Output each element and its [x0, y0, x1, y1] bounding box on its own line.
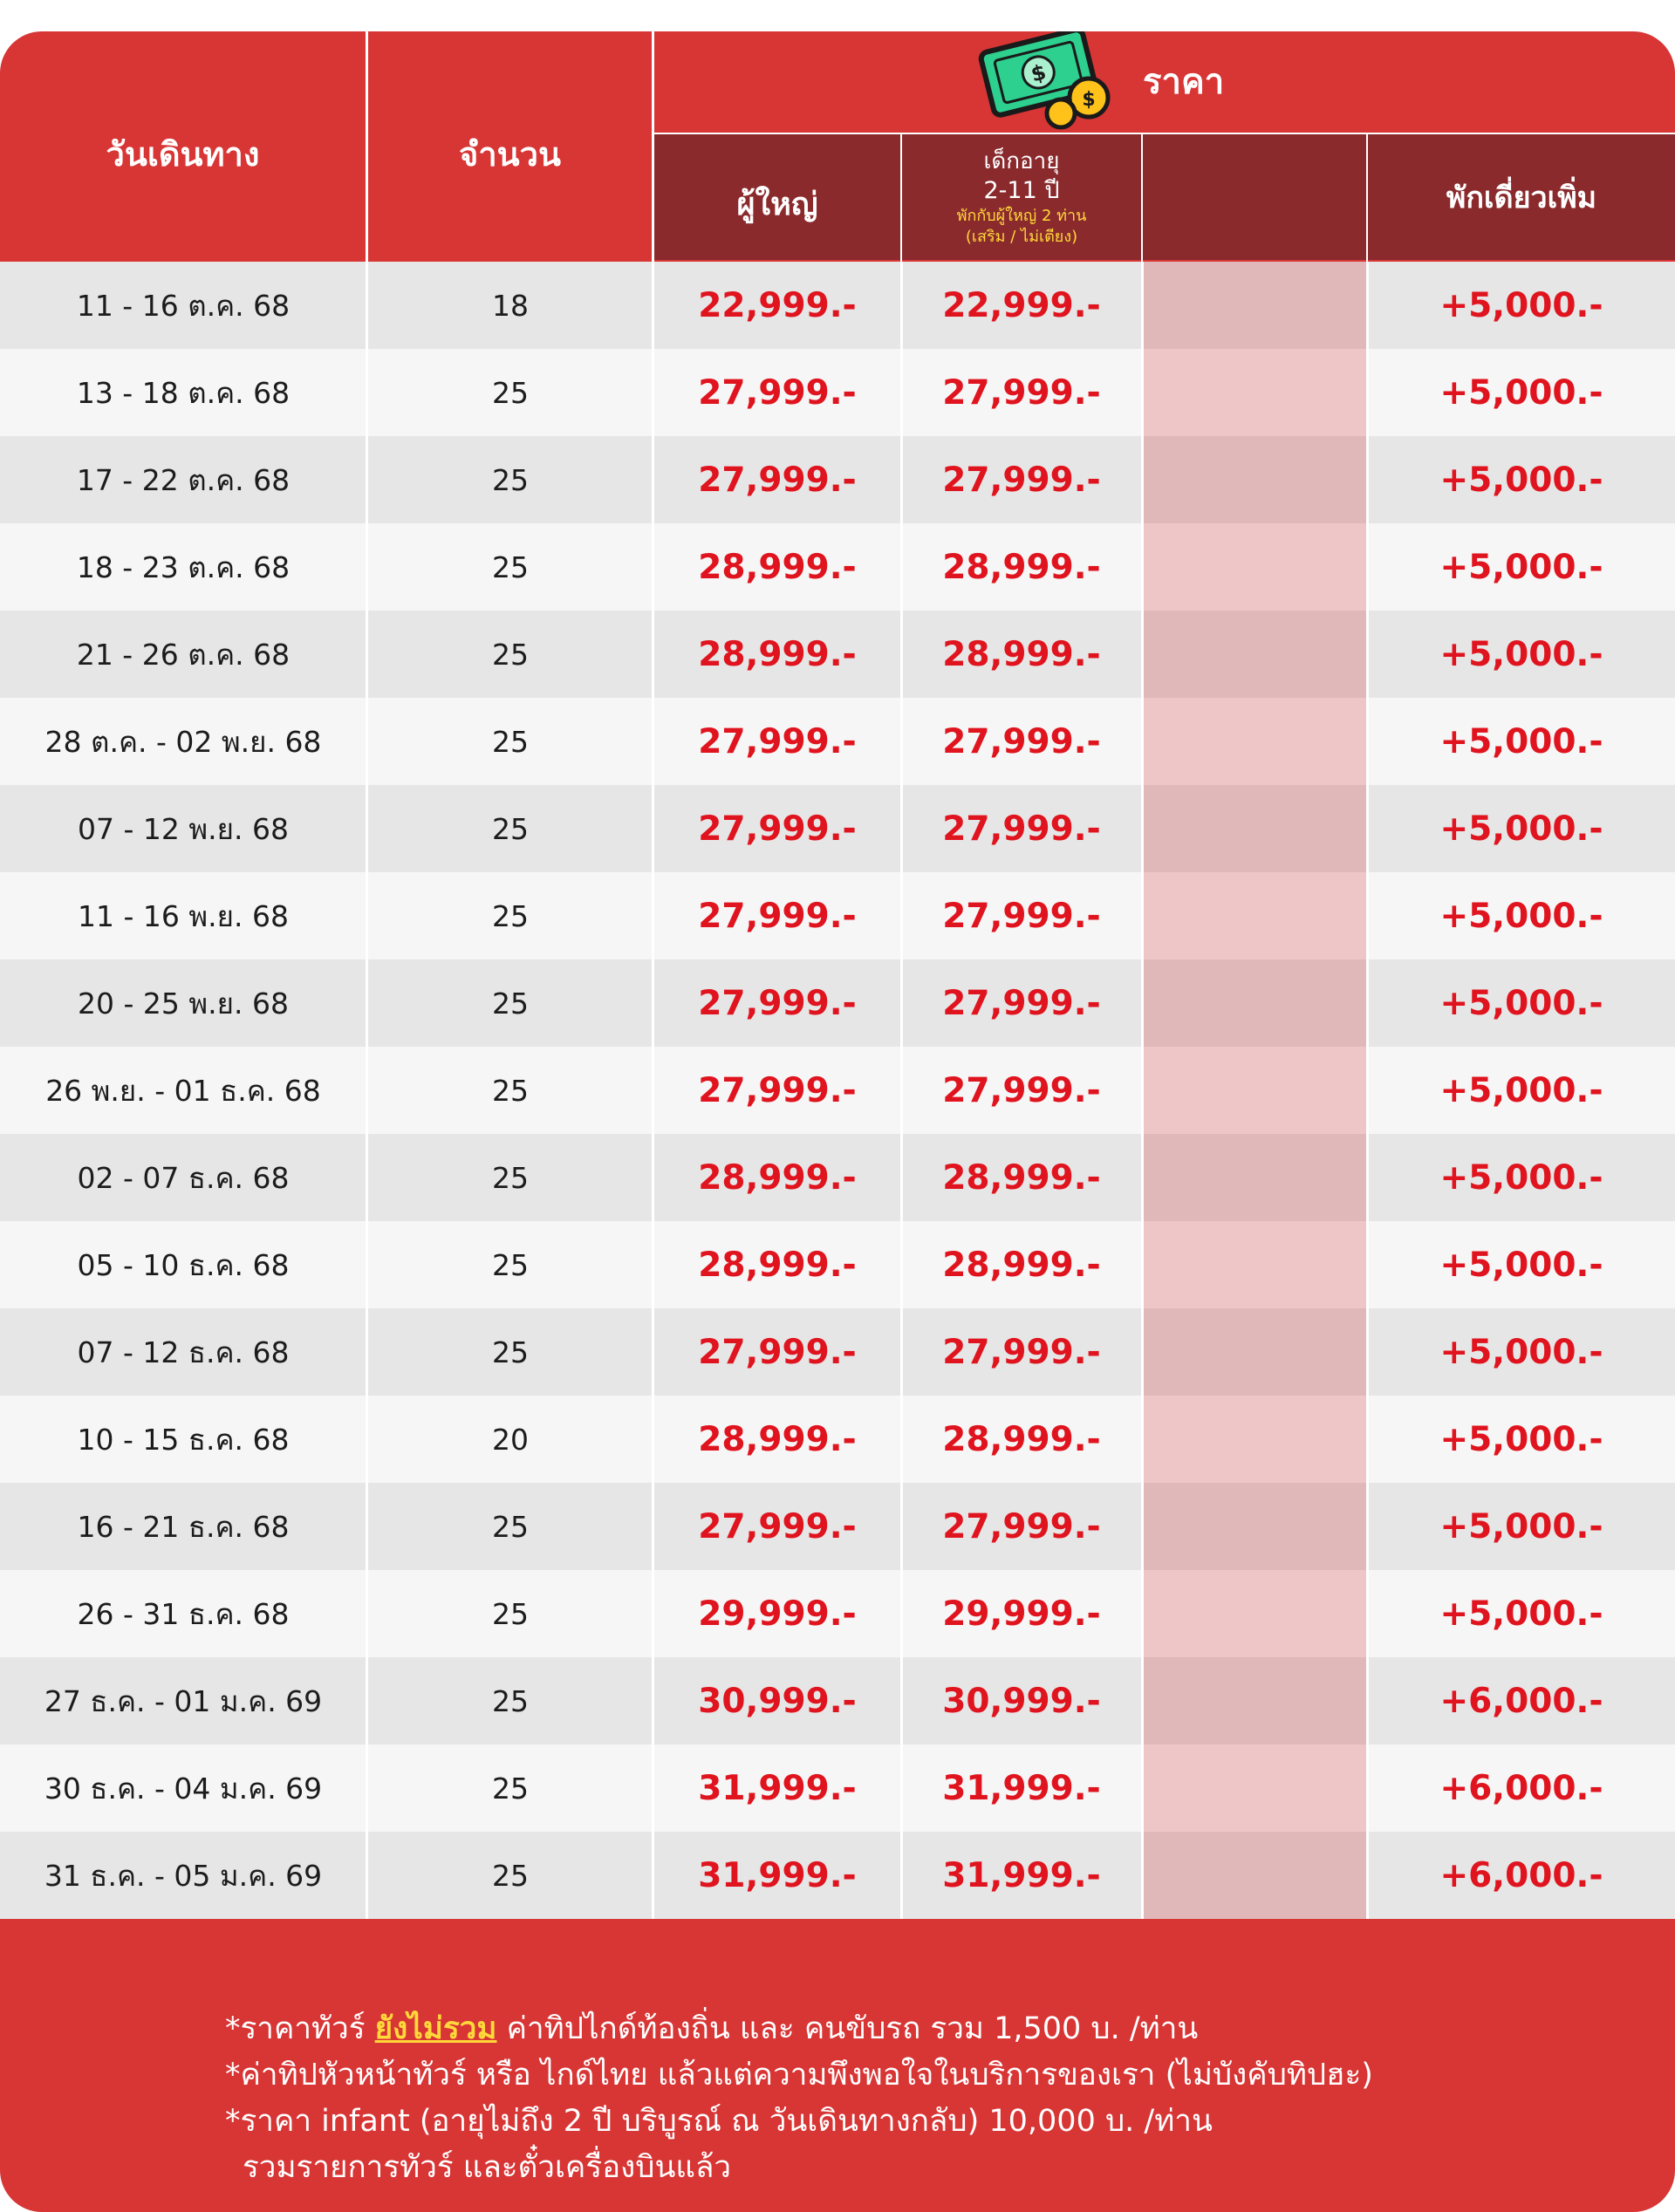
column-divider: [366, 523, 368, 611]
header-adult: ผู้ใหญ่: [736, 186, 818, 222]
date-cell: 26 - 31 ธ.ค. 68: [77, 1596, 290, 1631]
date-cell: 31 ธ.ค. - 05 ม.ค. 69: [44, 1858, 323, 1893]
adult-price-cell: 27,999.-: [698, 809, 857, 849]
single-supplement-cell: +5,000.-: [1439, 547, 1603, 587]
column-divider: [1141, 1221, 1144, 1308]
date-cell: 05 - 10 ธ.ค. 68: [77, 1247, 290, 1282]
child-price-cell: 28,999.-: [942, 1419, 1101, 1459]
adult-price-cell: 28,999.-: [698, 1157, 857, 1198]
table-row: [0, 523, 1675, 611]
header-child-note1: พักกับผู้ใหญ่ 2 ท่าน: [956, 207, 1087, 225]
column-divider: [652, 523, 654, 611]
header-date: วันเดินทาง: [106, 134, 260, 174]
header-child-line1: เด็กอายุ: [983, 148, 1060, 174]
column-divider: [652, 1483, 654, 1570]
single-supplement-cell: +5,000.-: [1439, 1419, 1603, 1459]
adult-price-cell: 28,999.-: [698, 1419, 857, 1459]
empty-cell: [1143, 1221, 1366, 1308]
column-divider: [1141, 523, 1144, 611]
column-divider: [366, 872, 368, 959]
column-divider: [366, 698, 368, 785]
note-line-2: *ค่าทิปหัวหน้าทัวร์ หรือ ไกด์ไทย แล้วแต่ความพึงพอใจในบริการของเรา (ไม่บังคับทิปฮะ): [225, 2058, 1373, 2093]
column-divider: [652, 1308, 654, 1396]
quantity-cell: 18: [492, 288, 529, 323]
column-divider: [366, 1396, 368, 1483]
child-price-cell: 27,999.-: [942, 809, 1101, 849]
table-row: [0, 1396, 1675, 1483]
date-cell: 17 - 22 ต.ค. 68: [76, 462, 291, 497]
child-price-cell: 28,999.-: [942, 547, 1101, 587]
child-price-cell: 28,999.-: [942, 1157, 1101, 1198]
child-price-cell: 31,999.-: [942, 1768, 1101, 1808]
child-price-cell: 27,999.-: [942, 1506, 1101, 1546]
column-divider: [366, 1047, 368, 1134]
column-divider: [366, 1221, 368, 1308]
column-divider: [1366, 698, 1369, 785]
quantity-cell: 25: [492, 811, 529, 846]
column-divider: [1141, 349, 1144, 436]
adult-price-cell: 31,999.-: [698, 1855, 857, 1895]
date-cell: 13 - 18 ต.ค. 68: [76, 375, 291, 410]
column-divider: [900, 1221, 903, 1308]
footer-notes: [0, 1950, 1675, 2212]
single-supplement-cell: +5,000.-: [1439, 1245, 1603, 1285]
column-divider: [652, 785, 654, 872]
column-divider: [1141, 1396, 1144, 1483]
column-divider: [652, 1134, 654, 1221]
column-divider: [900, 611, 903, 698]
single-supplement-cell: +5,000.-: [1439, 1157, 1603, 1198]
empty-cell: [1143, 1134, 1366, 1221]
table-row: [0, 698, 1675, 785]
column-divider: [1366, 1396, 1369, 1483]
date-cell: 30 ธ.ค. - 04 ม.ค. 69: [44, 1771, 323, 1806]
child-price-cell: 27,999.-: [942, 1070, 1101, 1110]
quantity-cell: 25: [492, 986, 529, 1021]
column-divider: [366, 262, 368, 349]
column-divider: [900, 698, 903, 785]
column-divider: [1366, 872, 1369, 959]
column-divider: [900, 872, 903, 959]
quantity-cell: 25: [492, 1335, 529, 1369]
table-row: [0, 611, 1675, 698]
empty-cell: [1143, 436, 1366, 523]
column-divider: [1366, 785, 1369, 872]
table-row: [0, 959, 1675, 1047]
column-divider: [1366, 959, 1369, 1047]
column-divider: [900, 1832, 903, 1919]
column-divider: [900, 959, 903, 1047]
note-line-1: [225, 2004, 1198, 2052]
date-cell: 11 - 16 พ.ย. 68: [78, 898, 289, 933]
empty-cell: [1143, 611, 1366, 698]
adult-price-cell: 22,999.-: [698, 285, 857, 325]
column-divider: [1141, 436, 1144, 523]
date-cell: 27 ธ.ค. - 01 ม.ค. 69: [44, 1683, 323, 1718]
column-divider: [900, 1308, 903, 1396]
quantity-cell: 25: [492, 637, 529, 672]
table-row: [0, 1744, 1675, 1832]
date-cell: 21 - 26 ต.ค. 68: [76, 637, 291, 672]
table-row: [0, 1221, 1675, 1308]
column-divider: [366, 959, 368, 1047]
column-divider: [1141, 872, 1144, 959]
child-price-cell: 28,999.-: [942, 1245, 1101, 1285]
column-divider: [366, 1744, 368, 1832]
column-divider: [1141, 1832, 1144, 1919]
column-divider: [900, 1744, 903, 1832]
column-divider: [652, 262, 654, 349]
column-divider: [1366, 523, 1369, 611]
empty-cell: [1143, 1657, 1366, 1744]
column-divider: [652, 1221, 654, 1308]
column-divider: [1141, 1308, 1144, 1396]
column-divider: [1141, 1744, 1144, 1832]
date-cell: 26 พ.ย. - 01 ธ.ค. 68: [45, 1073, 321, 1108]
price-table-body: [0, 262, 1675, 1919]
column-divider: [900, 349, 903, 436]
table-row: [0, 1483, 1675, 1570]
adult-price-cell: 29,999.-: [698, 1594, 857, 1634]
child-price-cell: 27,999.-: [942, 983, 1101, 1023]
date-cell: 18 - 23 ต.ค. 68: [76, 550, 291, 584]
header-price: ราคา: [1143, 62, 1225, 102]
header-quantity: จำนวน: [459, 134, 561, 174]
single-supplement-cell: +5,000.-: [1439, 285, 1603, 325]
empty-cell: [1143, 872, 1366, 959]
table-row: [0, 1832, 1675, 1919]
adult-price-cell: 27,999.-: [698, 1332, 857, 1372]
adult-price-cell: 28,999.-: [698, 547, 857, 587]
quantity-cell: 25: [492, 898, 529, 933]
column-divider: [1141, 1570, 1144, 1657]
single-supplement-cell: +6,000.-: [1439, 1768, 1603, 1808]
column-divider: [900, 1570, 903, 1657]
table-row: [0, 785, 1675, 872]
quantity-cell: 25: [492, 1509, 529, 1544]
column-divider: [652, 872, 654, 959]
empty-cell: [1143, 959, 1366, 1047]
column-divider: [1366, 1832, 1369, 1919]
single-supplement-cell: +5,000.-: [1439, 1332, 1603, 1372]
table-row: [0, 1047, 1675, 1134]
adult-price-cell: 27,999.-: [698, 721, 857, 761]
quantity-cell: 25: [492, 1073, 529, 1108]
column-divider: [652, 1047, 654, 1134]
child-price-cell: 27,999.-: [942, 372, 1101, 413]
column-divider: [1366, 1483, 1369, 1570]
column-divider: [366, 1657, 368, 1744]
column-divider: [652, 1832, 654, 1919]
adult-price-cell: 28,999.-: [698, 1245, 857, 1285]
quantity-cell: 25: [492, 1683, 529, 1718]
empty-cell: [1143, 1047, 1366, 1134]
header-child-note2: (เสริม / ไม่เตียง): [965, 228, 1078, 246]
empty-cell: [1143, 1570, 1366, 1657]
column-divider: [1366, 1657, 1369, 1744]
empty-cell: [1143, 523, 1366, 611]
single-supplement-cell: +5,000.-: [1439, 1506, 1603, 1546]
date-cell: 28 ต.ค. - 02 พ.ย. 68: [44, 724, 322, 759]
date-cell: 02 - 07 ธ.ค. 68: [77, 1160, 290, 1195]
single-supplement-cell: +5,000.-: [1439, 896, 1603, 936]
column-divider: [1366, 1134, 1369, 1221]
empty-cell: [1143, 1744, 1366, 1832]
child-price-cell: 29,999.-: [942, 1594, 1101, 1634]
column-divider: [366, 349, 368, 436]
table-row: [0, 872, 1675, 959]
column-divider: [900, 262, 903, 349]
adult-price-cell: 28,999.-: [698, 634, 857, 674]
table-row: [0, 436, 1675, 523]
child-price-cell: 27,999.-: [942, 1332, 1101, 1372]
adult-price-cell: 31,999.-: [698, 1768, 857, 1808]
column-divider: [652, 1744, 654, 1832]
adult-price-cell: 27,999.-: [698, 1070, 857, 1110]
column-divider: [1141, 1483, 1144, 1570]
quantity-cell: 25: [492, 375, 529, 410]
adult-price-cell: 27,999.-: [698, 372, 857, 413]
svg-text:$: $: [1082, 89, 1096, 111]
column-divider: [900, 436, 903, 523]
quantity-cell: 25: [492, 550, 529, 584]
column-divider: [1366, 436, 1369, 523]
quantity-cell: 25: [492, 1247, 529, 1282]
empty-cell: [1143, 1396, 1366, 1483]
column-divider: [1366, 1308, 1369, 1396]
quantity-cell: 25: [492, 462, 529, 497]
quantity-cell: 25: [492, 1596, 529, 1631]
column-divider: [1141, 785, 1144, 872]
adult-price-cell: 27,999.-: [698, 460, 857, 500]
column-divider: [652, 959, 654, 1047]
column-divider: [652, 1396, 654, 1483]
date-cell: 10 - 15 ธ.ค. 68: [77, 1422, 290, 1457]
column-divider: [1141, 1657, 1144, 1744]
date-cell: 16 - 21 ธ.ค. 68: [77, 1509, 290, 1544]
column-divider: [900, 523, 903, 611]
adult-price-cell: 30,999.-: [698, 1681, 857, 1721]
quantity-cell: 25: [492, 1160, 529, 1195]
header-empty: [1143, 134, 1366, 260]
empty-cell: [1143, 785, 1366, 872]
empty-cell: [1143, 1308, 1366, 1396]
empty-cell: [1143, 1832, 1366, 1919]
header-child-line2: 2-11 ปี: [983, 177, 1060, 204]
quantity-cell: 25: [492, 1858, 529, 1893]
single-supplement-cell: +5,000.-: [1439, 460, 1603, 500]
column-divider: [900, 1396, 903, 1483]
child-price-cell: 27,999.-: [942, 460, 1101, 500]
note-line-1-prefix: *ราคาทัวร์: [225, 2011, 375, 2046]
table-row: [0, 349, 1675, 436]
column-divider: [1141, 262, 1144, 349]
column-divider: [900, 1047, 903, 1134]
single-supplement-cell: +5,000.-: [1439, 372, 1603, 413]
table-row: [0, 1570, 1675, 1657]
date-cell: 07 - 12 ธ.ค. 68: [77, 1335, 290, 1369]
note-highlight: ยังไม่รวม: [374, 2011, 497, 2046]
child-price-cell: 27,999.-: [942, 721, 1101, 761]
column-divider: [652, 698, 654, 785]
column-divider: [366, 436, 368, 523]
column-divider: [366, 1832, 368, 1919]
column-divider: [652, 349, 654, 436]
column-divider: [366, 785, 368, 872]
column-divider: [1366, 1744, 1369, 1832]
quantity-cell: 20: [492, 1422, 529, 1457]
column-divider: [1366, 1047, 1369, 1134]
note-line-3: *ราคา infant (อายุไม่ถึง 2 ปี บริบูรณ์ ณ วันเดินทางกลับ) 10,000 บ. /ท่าน: [225, 2104, 1213, 2139]
table-row: [0, 1308, 1675, 1396]
price-table-card: [0, 31, 1675, 2212]
column-divider: [366, 611, 368, 698]
empty-cell: [1143, 262, 1366, 349]
column-divider: [900, 785, 903, 872]
quantity-cell: 25: [492, 724, 529, 759]
single-supplement-cell: +5,000.-: [1439, 721, 1603, 761]
column-divider: [652, 611, 654, 698]
table-row: [0, 262, 1675, 349]
child-price-cell: 31,999.-: [942, 1855, 1101, 1895]
column-divider: [900, 1483, 903, 1570]
column-divider: [366, 1308, 368, 1396]
column-divider: [1366, 611, 1369, 698]
date-cell: 20 - 25 พ.ย. 68: [78, 986, 289, 1021]
single-supplement-cell: +5,000.-: [1439, 634, 1603, 674]
column-divider: [1141, 1047, 1144, 1134]
column-divider: [1366, 1221, 1369, 1308]
adult-price-cell: 27,999.-: [698, 1506, 857, 1546]
adult-price-cell: 27,999.-: [698, 896, 857, 936]
svg-text:$: $: [1028, 59, 1049, 87]
money-bill-coins-icon: [977, 31, 1143, 133]
single-supplement-cell: +5,000.-: [1439, 1070, 1603, 1110]
column-divider: [1141, 1134, 1144, 1221]
single-supplement-cell: +5,000.-: [1439, 983, 1603, 1023]
column-divider: [366, 1134, 368, 1221]
note-line-1-suffix: ค่าทิปไกด์ท้องถิ่น และ คนขับรถ รวม 1,500 บ. /ท่าน: [496, 2011, 1199, 2046]
single-supplement-cell: +6,000.-: [1439, 1681, 1603, 1721]
column-divider: [1141, 611, 1144, 698]
column-divider: [1366, 262, 1369, 349]
column-divider: [1366, 349, 1369, 436]
single-supplement-cell: +6,000.-: [1439, 1855, 1603, 1895]
header-single-supplement: พักเดี่ยวเพิ่ม: [1446, 181, 1597, 215]
single-supplement-cell: +5,000.-: [1439, 1594, 1603, 1634]
column-divider: [366, 1483, 368, 1570]
column-divider: [652, 1570, 654, 1657]
child-price-cell: 27,999.-: [942, 896, 1101, 936]
column-divider: [652, 436, 654, 523]
table-row: [0, 1134, 1675, 1221]
note-line-4: รวมรายการทัวร์ และตั๋วเครื่องบินแล้ว: [243, 2150, 732, 2185]
column-divider: [1141, 698, 1144, 785]
header-child: [902, 134, 1141, 260]
adult-price-cell: 27,999.-: [698, 983, 857, 1023]
date-cell: 07 - 12 พ.ย. 68: [78, 811, 289, 846]
empty-cell: [1143, 1483, 1366, 1570]
table-row: [0, 1657, 1675, 1744]
column-divider: [1141, 959, 1144, 1047]
single-supplement-cell: +5,000.-: [1439, 809, 1603, 849]
child-price-cell: 30,999.-: [942, 1681, 1101, 1721]
column-divider: [366, 1570, 368, 1657]
quantity-cell: 25: [492, 1771, 529, 1806]
column-divider: [900, 1657, 903, 1744]
column-divider: [1366, 1570, 1369, 1657]
date-cell: 11 - 16 ต.ค. 68: [76, 288, 291, 323]
empty-cell: [1143, 349, 1366, 436]
column-divider: [652, 1657, 654, 1744]
child-price-cell: 22,999.-: [942, 285, 1101, 325]
empty-cell: [1143, 698, 1366, 785]
child-price-cell: 28,999.-: [942, 634, 1101, 674]
column-divider: [900, 1134, 903, 1221]
